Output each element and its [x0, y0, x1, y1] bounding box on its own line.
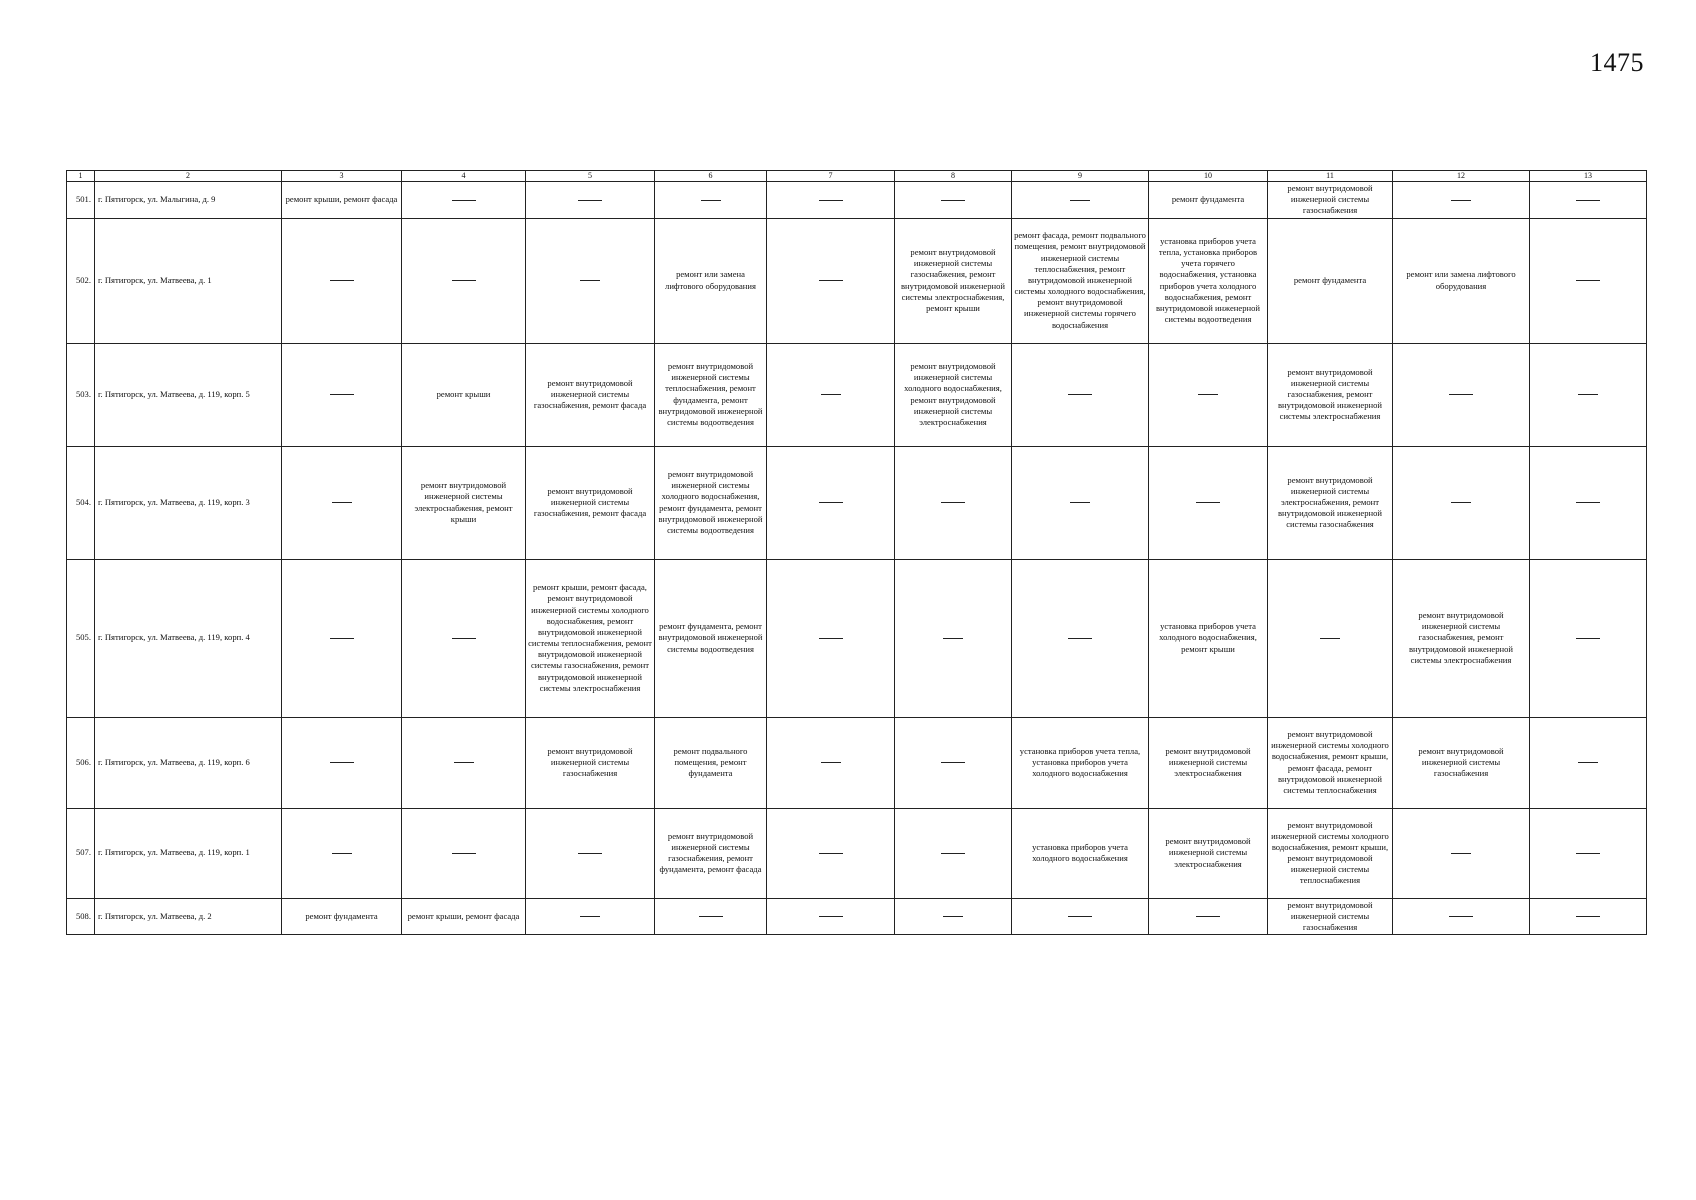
work-cell: установка приборов учета тепла, установка приборов учета холодного водоснабжения [1012, 717, 1149, 808]
empty-cell [1149, 343, 1268, 446]
dash-mark [941, 762, 965, 763]
address-cell: г. Пятигорск, ул. Малыгина, д. 9 [95, 182, 282, 219]
dash-mark [819, 853, 843, 854]
empty-cell [895, 559, 1012, 717]
empty-cell [402, 559, 526, 717]
dash-mark [1449, 916, 1473, 917]
table-row [67, 559, 1647, 717]
dash-mark [330, 394, 354, 395]
empty-cell [1268, 559, 1393, 717]
work-cell: ремонт внутридомовой инженерной системы электроснабжения [1149, 717, 1268, 808]
work-cell: установка приборов учета холодного водоснабжения [1012, 808, 1149, 898]
empty-cell [402, 808, 526, 898]
address-cell: г. Пятигорск, ул. Матвеева, д. 119, корп. 4 [95, 559, 282, 717]
address-cell: г. Пятигорск, ул. Матвеева, д. 1 [95, 218, 282, 343]
work-cell: ремонт крыши, ремонт фасада [282, 182, 402, 219]
dash-mark [1449, 394, 1473, 395]
dash-mark [819, 200, 843, 201]
empty-cell [282, 343, 402, 446]
header-row [67, 171, 1647, 182]
work-cell: ремонт или замена лифтового оборудования [1393, 218, 1530, 343]
empty-cell [1530, 559, 1647, 717]
column-header: 13 [1530, 171, 1647, 182]
empty-cell [655, 898, 767, 935]
work-cell: ремонт внутридомовой инженерной системы газоснабжения [1393, 717, 1530, 808]
dash-mark [452, 200, 476, 201]
table-row [67, 218, 1647, 343]
work-cell: ремонт внутридомовой инженерной системы электроснабжения, ремонт внутридомовой инженерной системы газоснабжения [1268, 446, 1393, 559]
empty-cell [1012, 446, 1149, 559]
work-cell: ремонт внутридомовой инженерной системы электроснабжения [1149, 808, 1268, 898]
empty-cell [1393, 808, 1530, 898]
row-number: 507. [67, 808, 95, 898]
empty-cell [1530, 182, 1647, 219]
work-cell: ремонт внутридомовой инженерной системы теплоснабжения, ремонт фундамента, ремонт внутридомовой инженерной системы водоотведения [655, 343, 767, 446]
dash-mark [1320, 638, 1340, 639]
work-cell: ремонт фундамента, ремонт внутридомовой инженерной системы водоотведения [655, 559, 767, 717]
work-cell: ремонт крыши [402, 343, 526, 446]
column-header: 8 [895, 171, 1012, 182]
dash-mark [1198, 394, 1218, 395]
empty-cell [282, 446, 402, 559]
dash-mark [454, 762, 474, 763]
empty-cell [526, 808, 655, 898]
dash-mark [332, 853, 352, 854]
empty-cell [895, 182, 1012, 219]
address-cell: г. Пятигорск, ул. Матвеева, д. 2 [95, 898, 282, 935]
work-cell: ремонт внутридомовой инженерной системы газоснабжения, ремонт фасада [526, 343, 655, 446]
empty-cell [1149, 446, 1268, 559]
empty-cell [767, 808, 895, 898]
work-cell: ремонт внутридомовой инженерной системы холодного водоснабжения, ремонт фундамента, ремонт внутридомовой инженерной системы водоотведения [655, 446, 767, 559]
column-header: 3 [282, 171, 402, 182]
page-number: 1475 [1590, 48, 1644, 77]
dash-mark [1451, 853, 1471, 854]
table-row [67, 182, 1647, 219]
dash-mark [578, 200, 602, 201]
empty-cell [1530, 898, 1647, 935]
empty-cell [282, 218, 402, 343]
empty-cell [655, 182, 767, 219]
empty-cell [1530, 808, 1647, 898]
dash-mark [1068, 916, 1092, 917]
column-header: 11 [1268, 171, 1393, 182]
work-cell: установка приборов учета тепла, установка приборов учета горячего водоснабжения, установка приборов учета холодного водоснабжения, ремонт внутридомовой инженерной системы водоотведения [1149, 218, 1268, 343]
empty-cell [767, 218, 895, 343]
empty-cell [282, 559, 402, 717]
empty-cell [767, 446, 895, 559]
work-cell: ремонт внутридомовой инженерной системы газоснабжения [526, 717, 655, 808]
row-number: 503. [67, 343, 95, 446]
dash-mark [1576, 502, 1600, 503]
work-cell: ремонт внутридомовой инженерной системы холодного водоснабжения, ремонт крыши, ремонт фасада, ремонт внутридомовой инженерной системы теплоснабжения [1268, 717, 1393, 808]
dash-mark [1451, 200, 1471, 201]
dash-mark [578, 853, 602, 854]
dash-mark [943, 638, 963, 639]
work-cell: ремонт крыши, ремонт фасада, ремонт внутридомовой инженерной системы холодного водоснабжения, ремонт внутридомовой инженерной системы теплоснабжения, ремонт внутридомовой инженерной системы газоснабжения, ремонт внутридомовой инженерной системы электроснабжения [526, 559, 655, 717]
row-number: 508. [67, 898, 95, 935]
empty-cell [1530, 446, 1647, 559]
empty-cell [895, 898, 1012, 935]
empty-cell [402, 182, 526, 219]
dash-mark [819, 280, 843, 281]
work-cell: ремонт внутридомовой инженерной системы газоснабжения, ремонт внутридомовой инженерной системы электроснабжения [1268, 343, 1393, 446]
table-row [67, 898, 1647, 935]
address-cell: г. Пятигорск, ул. Матвеева, д. 119, корп. 1 [95, 808, 282, 898]
work-cell: ремонт фундамента [1268, 218, 1393, 343]
dash-mark [452, 280, 476, 281]
table-row [67, 808, 1647, 898]
dash-mark [941, 200, 965, 201]
empty-cell [1012, 559, 1149, 717]
dash-mark [701, 200, 721, 201]
row-number: 504. [67, 446, 95, 559]
empty-cell [1530, 717, 1647, 808]
work-cell: ремонт внутридомовой инженерной системы газоснабжения, ремонт фундамента, ремонт фасада [655, 808, 767, 898]
dash-mark [580, 280, 600, 281]
empty-cell [1012, 343, 1149, 446]
empty-cell [402, 218, 526, 343]
empty-cell [767, 898, 895, 935]
dash-mark [1196, 916, 1220, 917]
dash-mark [1068, 638, 1092, 639]
column-header: 6 [655, 171, 767, 182]
dash-mark [332, 502, 352, 503]
dash-mark [941, 502, 965, 503]
dash-mark [1451, 502, 1471, 503]
empty-cell [1012, 182, 1149, 219]
dash-mark [1068, 394, 1092, 395]
work-cell: ремонт внутридомовой инженерной системы электроснабжения, ремонт крыши [402, 446, 526, 559]
row-number: 501. [67, 182, 95, 219]
dash-mark [1070, 502, 1090, 503]
dash-mark [1578, 762, 1598, 763]
empty-cell [895, 808, 1012, 898]
dash-mark [699, 916, 723, 917]
dash-mark [1578, 394, 1598, 395]
work-cell: ремонт внутридомовой инженерной системы газоснабжения, ремонт внутридомовой инженерной системы электроснабжения, ремонт крыши [895, 218, 1012, 343]
table-row [67, 343, 1647, 446]
dash-mark [941, 853, 965, 854]
column-header: 1 [67, 171, 95, 182]
work-cell: ремонт внутридомовой инженерной системы газоснабжения, ремонт внутридомовой инженерной системы электроснабжения [1393, 559, 1530, 717]
empty-cell [526, 218, 655, 343]
dash-mark [1576, 638, 1600, 639]
empty-cell [402, 717, 526, 808]
work-cell: ремонт внутридомовой инженерной системы газоснабжения [1268, 898, 1393, 935]
empty-cell [767, 559, 895, 717]
dash-mark [1576, 853, 1600, 854]
dash-mark [819, 502, 843, 503]
empty-cell [1012, 898, 1149, 935]
work-cell: ремонт внутридомовой инженерной системы холодного водоснабжения, ремонт внутридомовой инженерной системы электроснабжения [895, 343, 1012, 446]
address-cell: г. Пятигорск, ул. Матвеева, д. 119, корп. 6 [95, 717, 282, 808]
column-header: 12 [1393, 171, 1530, 182]
work-cell: установка приборов учета холодного водоснабжения, ремонт крыши [1149, 559, 1268, 717]
dash-mark [330, 638, 354, 639]
column-header: 5 [526, 171, 655, 182]
empty-cell [1149, 898, 1268, 935]
dash-mark [452, 638, 476, 639]
empty-cell [526, 898, 655, 935]
dash-mark [821, 394, 841, 395]
column-header: 10 [1149, 171, 1268, 182]
column-header: 2 [95, 171, 282, 182]
empty-cell [282, 717, 402, 808]
empty-cell [1530, 218, 1647, 343]
dash-mark [1576, 916, 1600, 917]
dash-mark [819, 916, 843, 917]
work-cell: ремонт внутридомовой инженерной системы газоснабжения [1268, 182, 1393, 219]
empty-cell [526, 182, 655, 219]
dash-mark [580, 916, 600, 917]
empty-cell [895, 717, 1012, 808]
dash-mark [330, 280, 354, 281]
dash-mark [1070, 200, 1090, 201]
empty-cell [282, 808, 402, 898]
work-cell: ремонт фундамента [282, 898, 402, 935]
empty-cell [767, 343, 895, 446]
row-number: 506. [67, 717, 95, 808]
table-row [67, 717, 1647, 808]
column-header: 9 [1012, 171, 1149, 182]
empty-cell [1393, 898, 1530, 935]
column-header: 4 [402, 171, 526, 182]
work-cell: ремонт фасада, ремонт подвального помещения, ремонт внутридомовой инженерной системы теплоснабжения, ремонт внутридомовой инженерной системы холодного водоснабжения, ремонт внутридомовой инженерной системы горячего водоснабжения [1012, 218, 1149, 343]
work-cell: ремонт крыши, ремонт фасада [402, 898, 526, 935]
empty-cell [1530, 343, 1647, 446]
dash-mark [330, 762, 354, 763]
table-row [67, 446, 1647, 559]
work-cell: ремонт внутридомовой инженерной системы газоснабжения, ремонт фасада [526, 446, 655, 559]
empty-cell [767, 182, 895, 219]
empty-cell [1393, 343, 1530, 446]
row-number: 502. [67, 218, 95, 343]
work-cell: ремонт фундамента [1149, 182, 1268, 219]
dash-mark [1576, 200, 1600, 201]
work-cell: ремонт внутридомовой инженерной системы холодного водоснабжения, ремонт крыши, ремонт внутридомовой инженерной системы теплоснабжения [1268, 808, 1393, 898]
dash-mark [819, 638, 843, 639]
address-cell: г. Пятигорск, ул. Матвеева, д. 119, корп. 5 [95, 343, 282, 446]
column-header: 7 [767, 171, 895, 182]
row-number: 505. [67, 559, 95, 717]
dash-mark [943, 916, 963, 917]
repair-schedule-table [66, 170, 1647, 935]
dash-mark [1576, 280, 1600, 281]
work-cell: ремонт или замена лифтового оборудования [655, 218, 767, 343]
empty-cell [1393, 446, 1530, 559]
work-cell: ремонт подвального помещения, ремонт фундамента [655, 717, 767, 808]
dash-mark [452, 853, 476, 854]
address-cell: г. Пятигорск, ул. Матвеева, д. 119, корп. 3 [95, 446, 282, 559]
dash-mark [1196, 502, 1220, 503]
empty-cell [895, 446, 1012, 559]
empty-cell [767, 717, 895, 808]
dash-mark [821, 762, 841, 763]
empty-cell [1393, 182, 1530, 219]
